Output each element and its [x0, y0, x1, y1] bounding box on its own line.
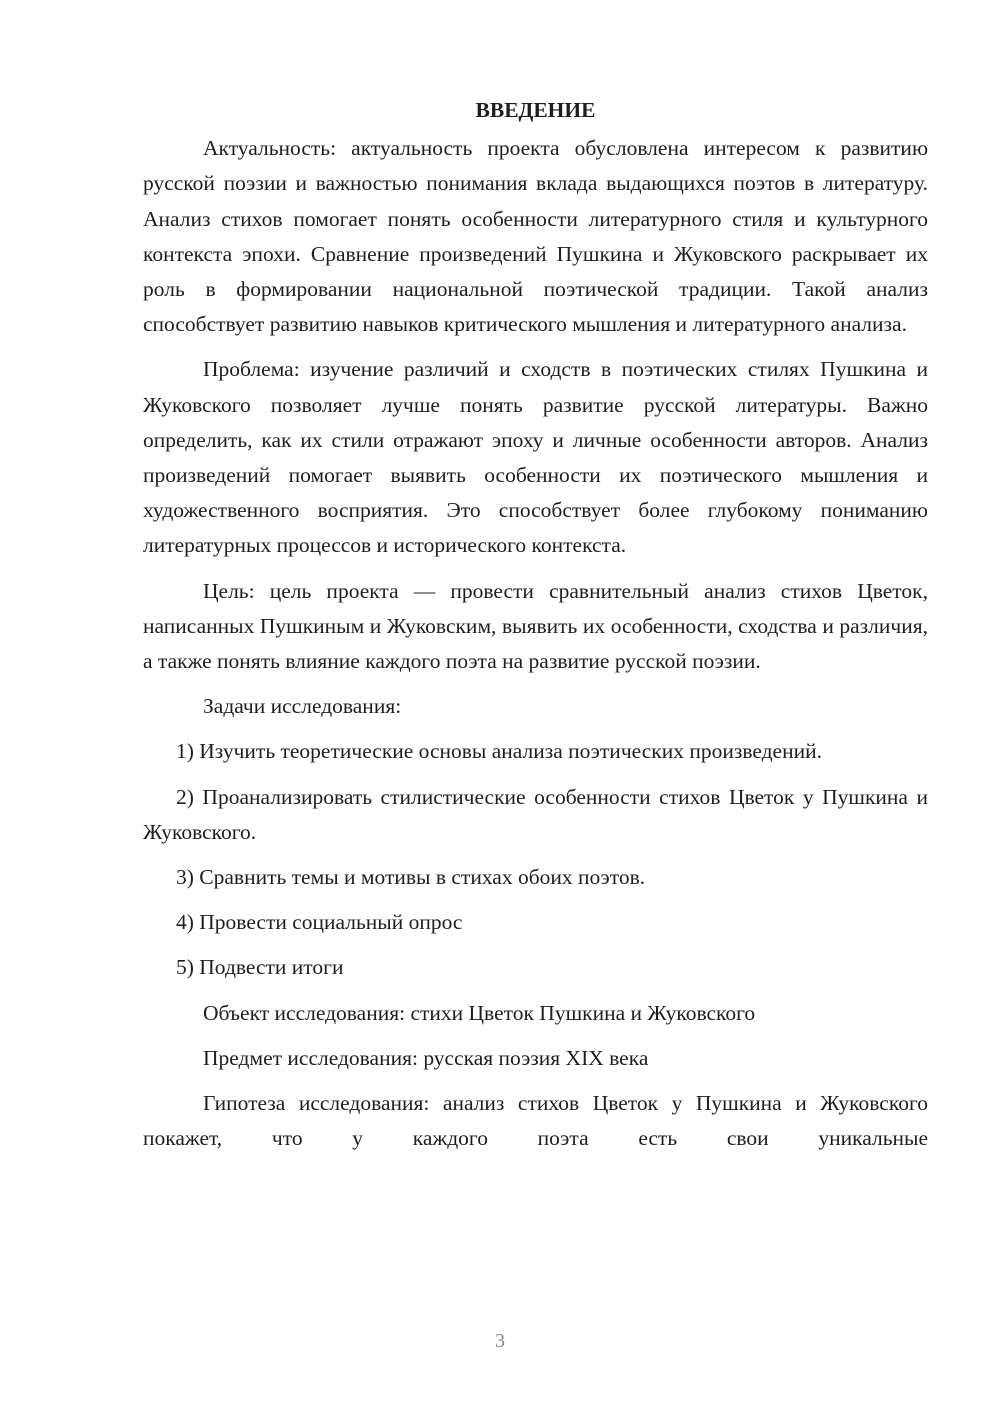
page-content	[143, 93, 928, 1156]
task-item-3: 3) Сравнить темы и мотивы в стихах обоих поэтов.	[176, 865, 646, 890]
tasks-title: Задачи исследования:	[203, 694, 402, 719]
research-subject: Предмет исследования: русская поэзия XIX века	[203, 1045, 649, 1070]
hypothesis-paragraph: Гипотеза исследования: анализ стихов Цветок у Пушкина и Жуковского покажет, что у каждого поэта есть свои уникальные	[143, 1091, 928, 1151]
page-number: 3	[495, 1330, 505, 1352]
task-item-1: 1) Изучить теоретические основы анализа поэтических произведений.	[176, 739, 822, 764]
task-item-5: 5) Подвести итоги	[176, 955, 344, 980]
goal-paragraph: Цель: цель проекта — провести сравнительный анализ стихов Цветок, написанных Пушкиным и Жуковским, выявить их особенности, сходства и различия, а также понять влияние каждого поэта на развитие русской поэзии.	[143, 578, 928, 674]
relevance-paragraph: Актуальность: актуальность проекта обусловлена интересом к развитию русской поэзии и важностью понимания вклада выдающихся поэтов в литературу. Анализ стихов помогает понять особенности литературного стиля и культурного контекста эпохи. Сравнение произведений Пушкина и Жуковского раскрывает их роль в формировании национальной поэтической традиции. Такой анализ способствует развитию навыков критического мышления и литературного анализа.	[143, 136, 928, 337]
task-item-4: 4) Провести социальный опрос	[176, 910, 463, 935]
research-object: Объект исследования: стихи Цветок Пушкина и Жуковского	[203, 1000, 756, 1025]
task-item-2: 2) Проанализировать стилистические особенности стихов Цветок у Пушкина и Жуковского.	[143, 784, 928, 844]
section-heading: ВВЕДЕНИЕ	[475, 98, 596, 122]
problem-paragraph: Проблема: изучение различий и сходств в поэтических стилях Пушкина и Жуковского позволяет лучше понять развитие русской литературы. Важно определить, как их стили отражают эпоху и личные особенности авторов. Анализ произведений помогает выявить особенности их поэтического мышления и художественного восприятия. Это способствует более глубокому пониманию литературных процессов и исторического контекста.	[143, 357, 928, 558]
